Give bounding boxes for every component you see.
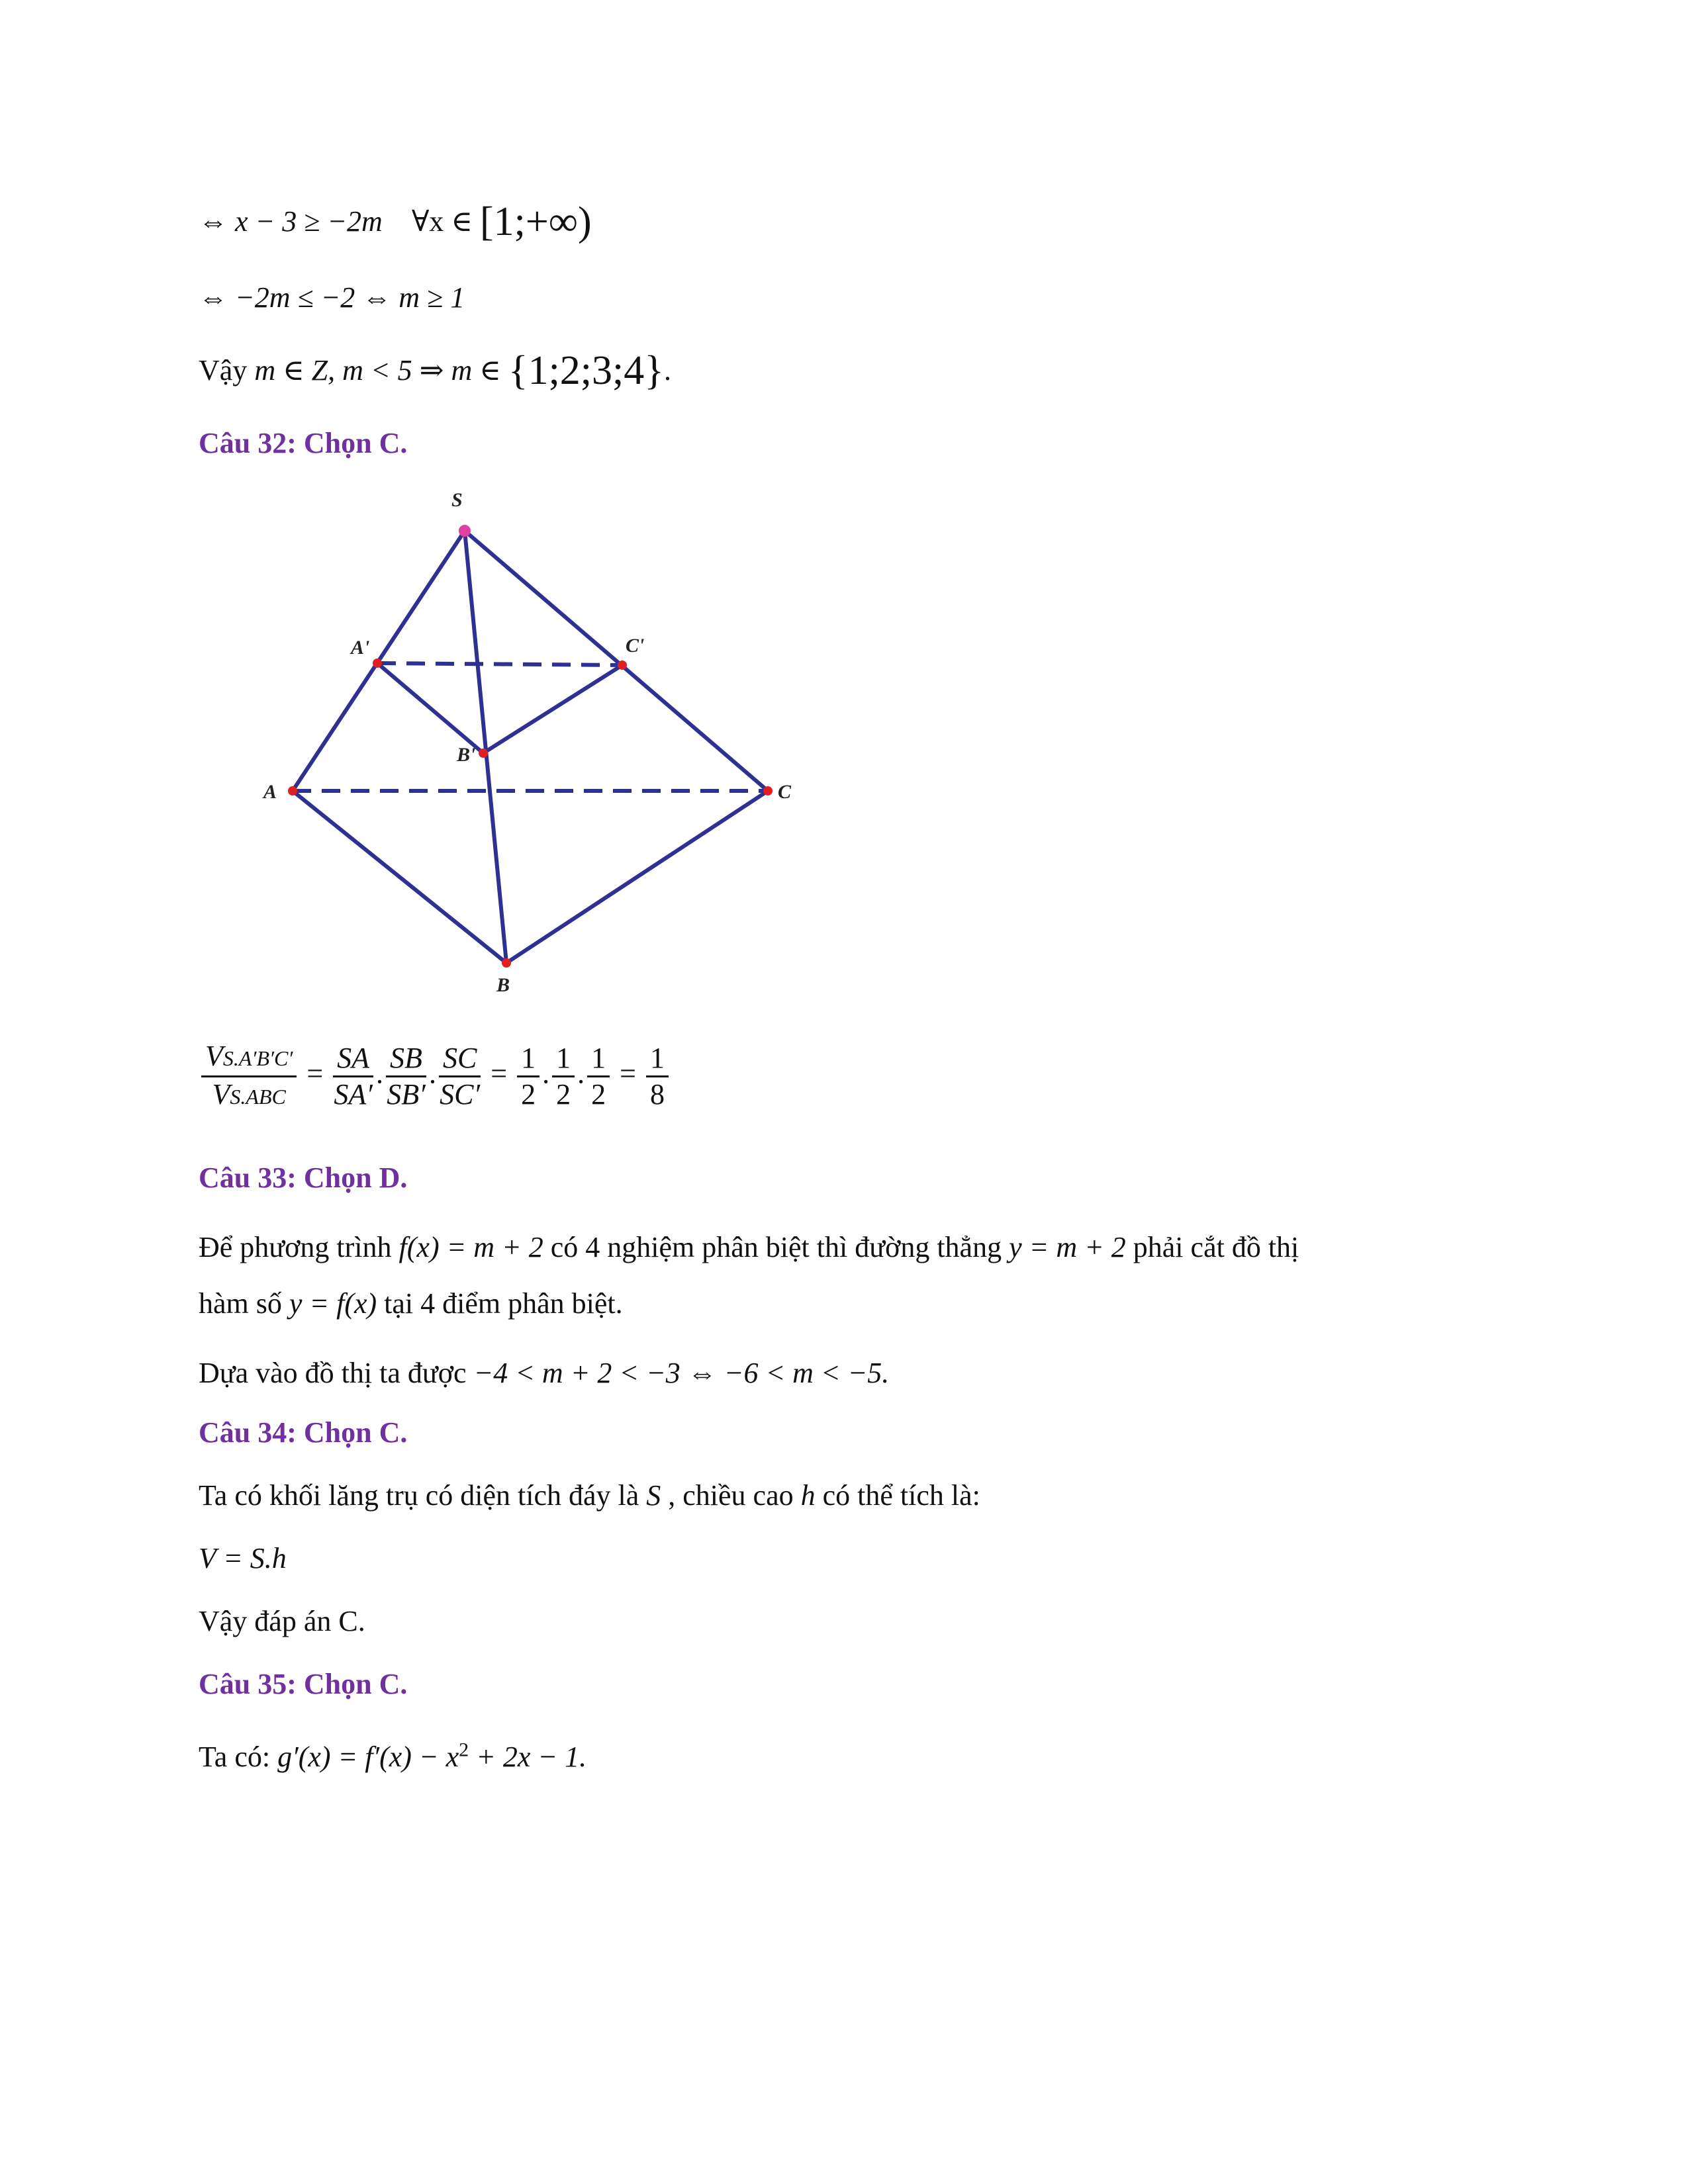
text: Ta có: [199,1741,278,1773]
equation-line-2 [199,278,465,318]
text: hàm số [199,1287,289,1320]
derivative-expression-tail: + 2x − 1. [469,1741,587,1773]
q32-heading: Câu 32: Chọn C. [199,427,408,459]
label-B-prime: B' [457,744,476,766]
q33-heading: Câu 33: Chọn D. [199,1161,408,1194]
label-A: A [263,781,277,803]
pyramid-figure [252,490,847,1013]
label-C: C [778,781,792,803]
edge-A'C'-dashed [377,663,622,665]
half-3: $\frac{1}{2}$ [587,1041,610,1112]
label-S: S [451,490,463,511]
result-fraction: $\frac{1}{8}$ [646,1041,669,1112]
period: . [664,354,672,387]
equals-sign: = [491,1057,508,1090]
half-1: $\frac{1}{2}$ [517,1041,539,1112]
edge-BC [506,791,768,963]
equation-line-3 [199,348,672,393]
edge-B'C' [483,665,622,753]
label-C-prime: C' [626,635,645,657]
edge-SC [465,531,768,791]
forall-clause: ∀x ∈ [411,205,480,238]
symbol-S: S [646,1479,661,1512]
derivative-expression: g′(x) = f′(x) − x [277,1741,459,1773]
equals-sign: = [306,1057,324,1090]
edge-A'B' [377,663,483,753]
ratio-SB: $\frac{SB}{SB'}$ [387,1042,426,1111]
equation: f(x) = m + 2 [399,1231,543,1263]
exponent: 2 [459,1739,469,1761]
q34-conclusion: Vậy đáp án C. [199,1605,365,1637]
text: , chiều cao [661,1479,801,1512]
conclusion-word: Vậy [199,354,255,387]
text: có 4 nghiệm phân biệt thì đường thẳng [543,1231,1009,1263]
label-A-prime: A' [351,637,370,659]
label-B: B [496,974,510,996]
equals-sign: = [620,1057,636,1090]
inequality: −4 < m + 2 < −3 ⇔ −6 < m < −5. [473,1357,890,1389]
point-B [502,958,511,968]
equation: y = m + 2 [1009,1231,1126,1263]
ratio-SA: $\frac{SA}{SA'}$ [334,1042,373,1111]
symbol-h: h [800,1479,816,1512]
equation: y = f(x) [289,1287,377,1320]
equivalence-symbol: ⇔ [199,205,235,238]
q34-paragraph-1 [199,1476,980,1516]
inequality-chain: ⇔ −2m ≤ −2 ⇔ m ≥ 1 [199,281,465,314]
point-S [459,525,471,537]
volume-symbol: V [205,1040,223,1072]
q33-paragraph-3 [199,1353,889,1393]
q35-heading: Câu 35: Chọn C. [199,1668,408,1700]
q33-paragraph-1 [199,1228,1299,1267]
text: tại 4 điểm phân biệt. [377,1287,623,1320]
volume-fraction [201,1039,297,1114]
q35-paragraph-1 [199,1737,586,1777]
text: Để phương trình [199,1231,399,1263]
point-C [763,786,773,796]
inequality-expression: x − 3 ≥ −2m [235,205,383,238]
dot: . [376,1057,384,1090]
text: phải cắt đồ thị [1125,1231,1299,1263]
volume-symbol: V [212,1078,230,1111]
point-A [288,786,297,796]
text: có thể tích là: [815,1479,980,1512]
dot: . [542,1057,550,1090]
conclusion-expression: m ∈ Z, m < 5 ⇒ m ∈ [254,354,508,387]
dot: . [428,1057,436,1090]
dot: . [577,1057,585,1090]
text: Ta có khối lăng trụ có diện tích đáy là [199,1479,647,1512]
point-C-prime [618,660,627,670]
interval: [1;+∞) [479,199,592,244]
volume-subscript: S.ABC [230,1085,286,1109]
text: Dựa vào đồ thị ta được [199,1357,474,1389]
half-2: $\frac{1}{2}$ [552,1041,575,1112]
edge-AB [293,791,506,963]
equation-line-1 [199,199,592,244]
point-B-prime [479,749,488,758]
point-A-prime [373,659,382,668]
q33-paragraph-2 [199,1284,623,1324]
q34-heading: Câu 34: Chọn C. [199,1416,408,1449]
ratio-SC: $\frac{SC}{SC'}$ [440,1042,481,1111]
q34-formula: V = S.h [199,1542,287,1574]
volume-subscript: S.A′B′C′ [222,1046,293,1070]
solution-set: {1;2;3;4} [508,348,665,393]
volume-ratio-formula [199,1039,671,1114]
